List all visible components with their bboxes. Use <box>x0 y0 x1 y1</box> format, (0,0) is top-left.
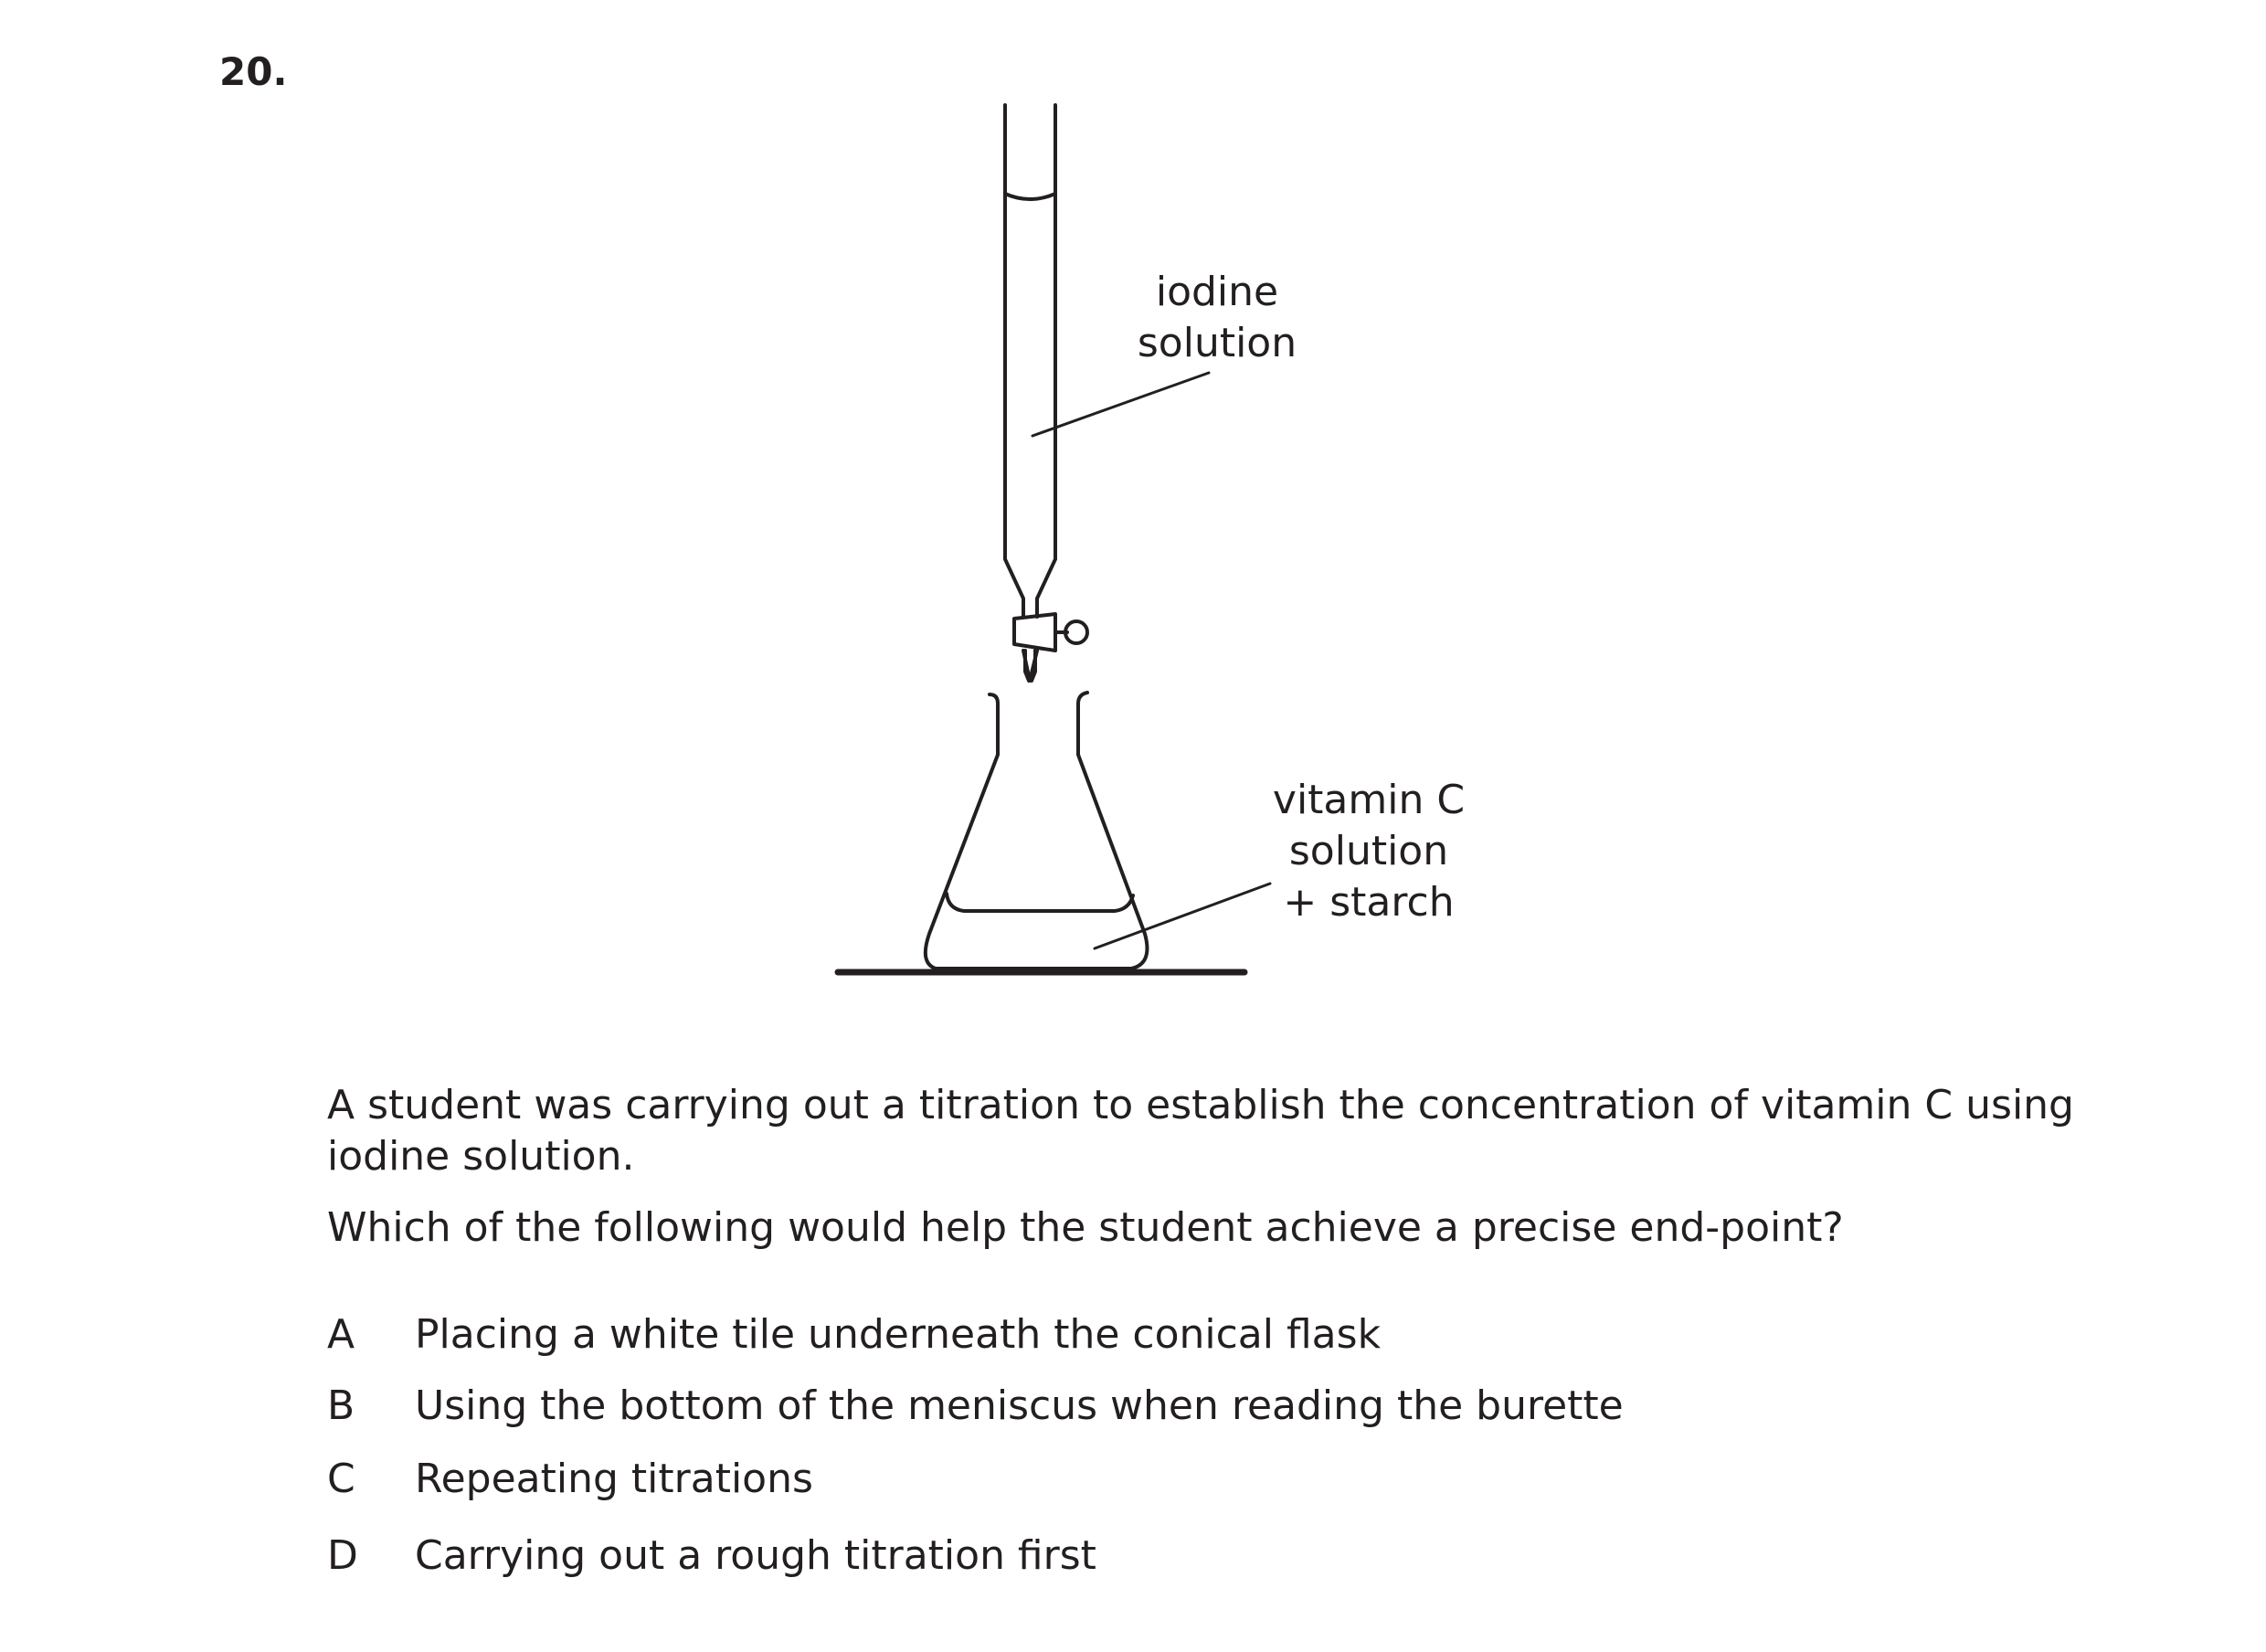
flask-label-line-2: solution <box>1288 828 1449 874</box>
burette-label-leader <box>1032 373 1209 436</box>
option-text: Carrying out a rough titration first <box>415 1532 1096 1579</box>
option-text: Placing a white tile underneath the conical flask <box>415 1311 1382 1358</box>
stopcock <box>1014 614 1087 651</box>
question-stem: A student was carrying out a titration to establish the concentration of vitamin C using iodine solution. <box>327 1082 2074 1180</box>
burette-label-line-1: iodine <box>1155 269 1279 315</box>
question-number: 20. <box>219 49 288 94</box>
flask-label <box>1259 775 1478 928</box>
question-prompt: Which of the following would help the student achieve a precise end-point? <box>327 1204 1844 1251</box>
option-text: Repeating titrations <box>415 1456 813 1502</box>
burette-meniscus <box>1005 194 1055 199</box>
conical-flask <box>926 693 1148 969</box>
option-letter: A <box>327 1311 355 1358</box>
flask-label-leader <box>1095 884 1270 948</box>
option-letter: B <box>327 1382 355 1429</box>
burette-label <box>1126 267 1308 369</box>
flask-label-line-3: + starch <box>1283 879 1455 926</box>
option-text: Using the bottom of the meniscus when reading the burette <box>415 1382 1624 1429</box>
burette <box>1005 105 1055 681</box>
option-letter: D <box>327 1532 358 1579</box>
option-letter: C <box>327 1456 355 1502</box>
flask-liquid-surface <box>947 894 1133 911</box>
burette-label-line-2: solution <box>1137 320 1297 366</box>
flask-label-line-1: vitamin C <box>1272 777 1466 823</box>
